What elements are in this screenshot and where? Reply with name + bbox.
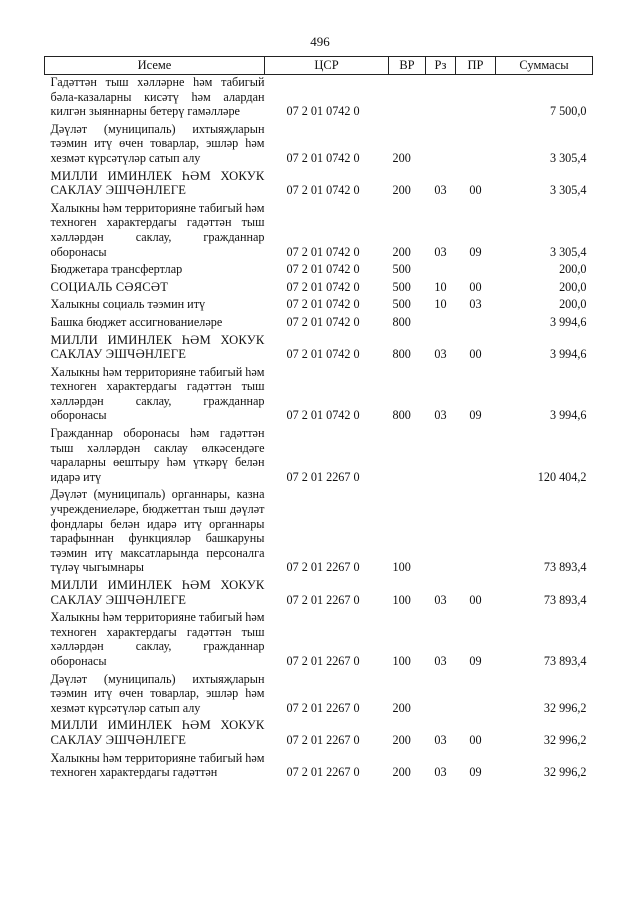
cell-name: МИЛЛИ ИМИНЛЕК ҺӘМ ХОКУК САКЛАУ ЭШЧӘНЛЕГЕ [50,332,265,362]
table-row [45,262,593,280]
table-row [45,751,593,783]
cell-pr: 09 [469,765,482,780]
cell-vr: 100 [392,653,411,668]
cell-pr [456,75,496,122]
table-row [45,365,593,426]
cell-pr [456,426,496,487]
cell-csr: 07 2 01 0742 0 [286,183,360,198]
cell-pr: 00 [469,592,482,607]
cell-sum: 73 893,4 [543,653,587,668]
cell-vr: 200 [392,700,411,715]
cell-sum: 32 996,2 [543,700,587,715]
cell-csr: 07 2 01 2267 0 [286,700,360,715]
column-header-name: Исеме [45,57,265,75]
table-body [45,75,593,783]
cell-sum: 200,0 [559,279,587,294]
cell-csr: 07 2 01 2267 0 [286,732,360,747]
cell-sum: 3 305,4 [549,183,587,198]
table-row [45,610,593,671]
column-header-pr: ПР [456,57,496,75]
cell-sum: 3 994,6 [549,347,587,362]
column-header-vr: ВР [389,57,426,75]
cell-rz [426,672,456,719]
cell-pr [456,672,496,719]
cell-rz [426,75,456,122]
cell-pr [456,262,496,280]
cell-pr: 00 [469,279,482,294]
cell-rz [426,122,456,169]
cell-sum: 120 404,2 [537,469,587,484]
cell-name: Дәүләт (муниципаль) органнары, казна учреждениеләре, бюджеттан тыш дәүләт фондлары белән идарә итү органнары тарафыннан функцияләр башкаруны тәэмин итү максатларында персоналга түләү чыгымнары [50,487,265,575]
cell-name: СОЦИАЛЬ СӘЯСӘТ [50,279,169,294]
cell-sum: 3 994,6 [549,314,587,329]
cell-sum: 3 305,4 [549,244,587,259]
cell-vr: 500 [392,262,411,277]
cell-name: Бюджетара трансфертлар [50,262,183,277]
cell-csr: 07 2 01 2267 0 [286,653,360,668]
cell-rz [426,487,456,578]
cell-name: МИЛЛИ ИМИНЛЕК ҺӘМ ХОКУК САКЛАУ ЭШЧӘНЛЕГЕ [50,168,265,198]
cell-name: Башка бюджет ассигнованиеләре [50,314,223,329]
cell-name: МИЛЛИ ИМИНЛЕК ҺӘМ ХОКУК САКЛАУ ЭШЧӘНЛЕГЕ [50,718,265,747]
cell-rz: 10 [434,279,447,294]
cell-rz: 03 [434,244,447,259]
table-row [45,169,593,201]
budget-table [44,56,593,783]
cell-rz: 03 [434,183,447,198]
cell-csr: 07 2 01 2267 0 [286,765,360,780]
cell-rz [426,426,456,487]
cell-csr: 07 2 01 0742 0 [286,279,360,294]
cell-csr: 07 2 01 0742 0 [286,244,360,259]
cell-sum: 32 996,2 [543,732,587,747]
cell-rz: 10 [434,297,447,312]
cell-pr [456,487,496,578]
cell-csr: 07 2 01 0742 0 [286,150,360,165]
table-row [45,280,593,298]
cell-rz: 03 [434,592,447,607]
cell-name: Халыкны социаль тәэмин итү [50,297,206,312]
cell-name: Халыкны һәм территорияне табигый һәм техноген характердагы гадәттән тыш хәлләрдән саклау, гражданнар оборонасы [50,364,265,423]
table-row [45,297,593,315]
table-row [45,315,593,333]
cell-pr: 00 [469,183,482,198]
cell-rz: 03 [434,653,447,668]
cell-sum: 3 305,4 [549,150,587,165]
cell-sum: 3 994,6 [549,408,587,423]
table-row [45,122,593,169]
cell-vr [389,426,426,487]
cell-csr: 07 2 01 0742 0 [286,314,360,329]
table-row [45,718,593,750]
cell-name: Гражданнар оборонасы һәм гадәттән тыш хәлләрдән саклау өлкәсендәге чараларны өештыру һәм үткәрү белән идарә итү [50,426,265,484]
column-header-sum: Суммасы [496,57,593,75]
cell-vr [389,75,426,122]
cell-csr: 07 2 01 2267 0 [286,560,360,575]
cell-pr: 00 [469,347,482,362]
cell-pr: 00 [469,732,482,747]
cell-vr: 200 [392,244,411,259]
cell-csr: 07 2 01 0742 0 [286,262,360,277]
cell-csr: 07 2 01 0742 0 [286,297,360,312]
cell-vr: 500 [392,297,411,312]
cell-vr: 800 [392,314,411,329]
cell-sum: 200,0 [559,297,587,312]
cell-name: МИЛЛИ ИМИНЛЕК ҺӘМ ХОКУК САКЛАУ ЭШЧӘНЛЕГЕ [50,578,265,607]
cell-vr: 200 [392,183,411,198]
cell-rz: 03 [434,765,447,780]
cell-sum: 32 996,2 [543,765,587,780]
cell-rz: 03 [434,732,447,747]
cell-rz: 03 [434,347,447,362]
cell-pr: 03 [469,297,482,312]
table-row [45,672,593,719]
cell-name: Дәүләт (муниципаль) ихтыяҗларын тәэмин итү өчен товарлар, эшләр һәм хезмәт күрсәтүләр сатып алу [50,671,265,715]
cell-name: Гадәттән тыш хәлләрне һәм табигый бәла-казаларны кисәтү һәм алардан килгән зыяннарны бетерү гамәлләре [50,75,265,119]
page-number: 496 [310,34,330,49]
cell-pr: 09 [469,408,482,423]
cell-csr: 07 2 01 2267 0 [286,469,360,484]
cell-pr [456,315,496,333]
cell-vr: 800 [392,347,411,362]
cell-csr: 07 2 01 2267 0 [286,592,360,607]
cell-vr: 200 [392,732,411,747]
cell-name: Халыкны һәм территорияне табигый һәм техноген характердагы гадәттән [50,750,265,780]
cell-csr: 07 2 01 0742 0 [286,104,360,119]
cell-name: Халыкны һәм территорияне табигый һәм техноген характердагы гадәттән тыш хәлләрдән саклау, гражданнар оборонасы [50,200,265,259]
table-header [45,57,593,75]
cell-vr: 100 [392,592,411,607]
cell-csr: 07 2 01 0742 0 [286,347,360,362]
cell-pr [456,122,496,169]
table-row [45,487,593,578]
cell-sum: 73 893,4 [543,592,587,607]
cell-sum: 7 500,0 [549,104,587,119]
cell-vr: 200 [392,150,411,165]
cell-rz: 03 [434,408,447,423]
cell-vr: 100 [392,560,411,575]
cell-name: Дәүләт (муниципаль) ихтыяҗларын тәэмин итү өчен товарлар, эшләр һәм хезмәт күрсәтүләр сатып алу [50,121,265,165]
cell-pr: 09 [469,653,482,668]
cell-vr: 500 [392,279,411,294]
cell-rz [426,315,456,333]
cell-rz [426,262,456,280]
cell-pr: 09 [469,244,482,259]
column-header-rz: Рз [426,57,456,75]
cell-name: Халыкны һәм территорияне табигый һәм техноген характердагы гадәттән тыш хәлләрдән саклау, гражданнар оборонасы [50,610,265,668]
cell-vr: 800 [392,408,411,423]
table-row [45,201,593,262]
cell-sum: 200,0 [559,262,587,277]
table-row [45,426,593,487]
cell-csr: 07 2 01 0742 0 [286,408,360,423]
cell-vr: 200 [392,765,411,780]
column-header-csr: ЦСР [265,57,389,75]
table-row [45,75,593,122]
table-row [45,333,593,365]
cell-sum: 73 893,4 [543,560,587,575]
table-row [45,578,593,610]
